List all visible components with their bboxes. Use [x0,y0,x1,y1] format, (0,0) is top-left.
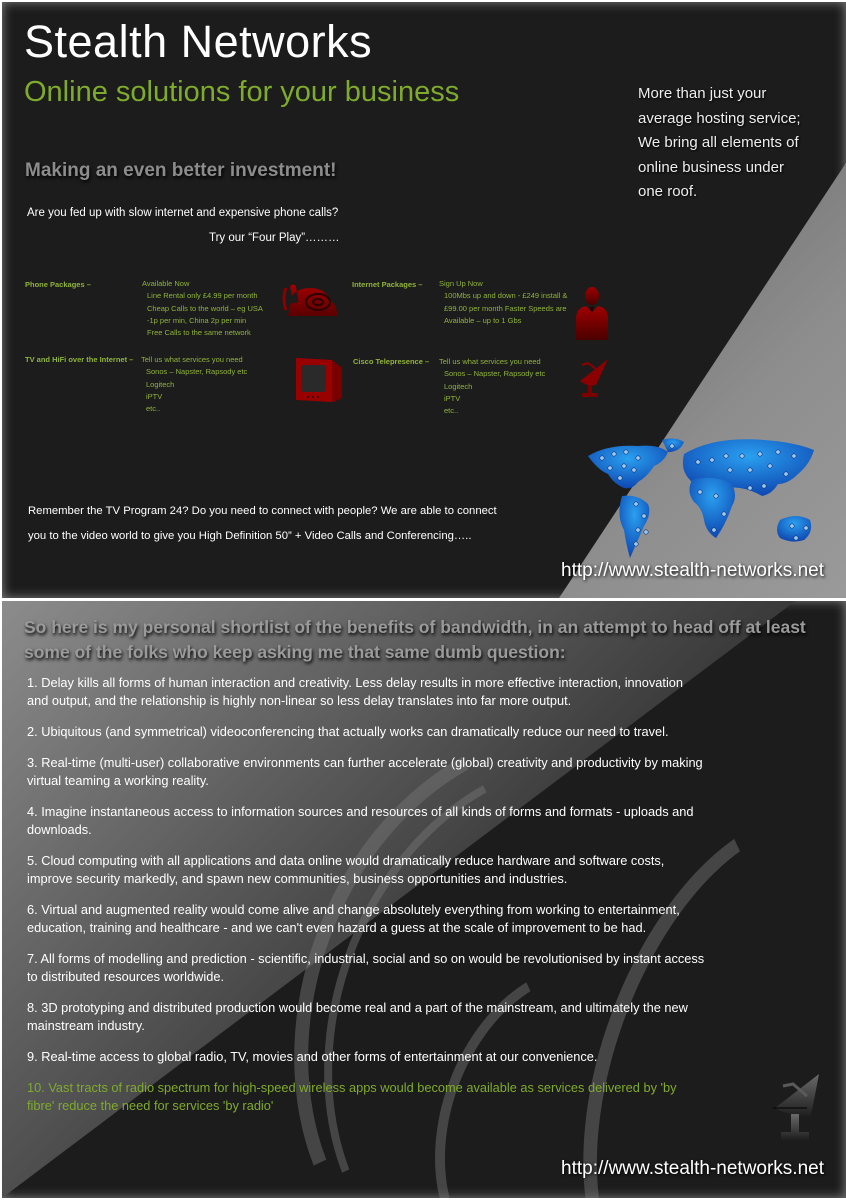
video-conferencing-paragraph [28,499,497,549]
package-details-phone [142,278,263,339]
benefits-list [27,674,707,1128]
section-headline: Making an even better investment! [25,160,337,181]
television-icon [292,354,344,404]
package-status: Tell us what services you need [141,355,243,364]
package-status: Tell us what services you need [439,357,541,366]
package-label-internet: Internet Packages – [352,280,423,289]
benefits-headline: So here is my personal shortlist of the benefits of bandwidth, in an attempt to head off at least some of the folks who keep asking me that same dumb question: [24,617,806,662]
benefit-item: 5. Cloud computing with all applications and data online would dramatically reduce hardware and software costs, improve security markedly, and spawn new communities, business opportunities and industries. [27,853,665,886]
person-icon [574,286,610,340]
company-subtitle: Online solutions for your business [24,76,460,108]
telephone-icon [280,282,344,320]
package-line: etc.. [444,406,459,416]
package-label-phone: Phone Packages – [25,280,91,289]
satellite-dish-icon [574,359,610,399]
satellite-dish-icon [757,1068,837,1148]
intro-text: Are you fed up with slow internet and expensive phone calls? [27,207,339,219]
benefit-item: 7. All forms of modelling and prediction - scientific, industrial, social and so on would be revolutionised by instant access to distributed resources worldwide. [27,951,705,984]
package-details-internet [439,278,568,327]
package-line: Free Calls to the same network [147,328,251,338]
world-map-image [580,434,824,562]
package-details-cisco [439,356,546,417]
benefit-item: 4. Imagine instantaneous access to information sources and resources of all kinds of forms and formats - uploads and downloads. [27,804,694,837]
benefit-item: 1. Delay kills all forms of human interaction and creativity. Less delay results in more effective interaction, innovation and output, and the relationship is highly non-linear so less delay translates into far more output. [27,675,684,708]
package-status: Sign Up Now [439,279,483,288]
tagline [638,82,828,205]
package-details-tv [141,354,248,415]
package-line: -1p per min, China 2p per min [147,315,247,325]
package-label-cisco: Cisco Telepresence – [353,357,430,366]
benefit-item: 8. 3D prototyping and distributed production would become real and a part of the mainstream, and ultimately the new mainstream industry. [27,1000,688,1033]
paragraph-line: you to the video world to give you High Definition 50” + Video Calls and Conferencing….. [28,530,472,542]
package-line: Sonos – Napster, Rapsody etc [444,369,546,379]
package-label-tv: TV and HiFi over the Internet – [25,355,134,364]
benefit-item-highlighted: 10. Vast tracts of radio spectrum for high-speed wireless apps would become available as services delivered by 'by fibre' reduce the need for services 'by radio' [27,1080,677,1113]
company-title: Stealth Networks [24,16,373,67]
tagline-line: We bring all elements of [638,134,799,151]
benefit-item: 2. Ubiquitous (and symmetrical) videoconferencing that actually works can dramatically reduce our need to travel. [27,724,669,739]
flyer-bottom-panel [2,601,846,1198]
package-line: Cheap Calls to the world – eg USA [147,303,263,313]
website-link[interactable]: http://www.stealth-networks.net [561,1158,824,1179]
benefit-item: 9. Real-time access to global radio, TV, movies and other forms of entertainment at our convenience. [27,1049,598,1064]
package-line: Line Rental only £4.99 per month [147,291,258,301]
benefit-item: 6. Virtual and augmented reality would come alive and change absolutely everything from working to entertainment, education, training and healthcare - and we can't even hazard a guess at the scale of improvement to be had. [27,902,680,935]
package-line: £99.00 per month Faster Speeds are [444,303,567,313]
tagline-line: online business under [638,158,784,176]
tagline-line: average hosting service; [638,109,801,127]
paragraph-line: Remember the TV Program 24? Do you need to connect with people? We are able to connect [28,505,497,517]
package-line: etc.. [146,404,161,414]
package-line: Available – up to 1 Gbs [444,315,522,325]
package-line: 100Mbs up and down - £249 install & [444,291,568,301]
package-line: Sonos – Napster, Rapsody etc [146,367,248,377]
flyer-top-panel [2,2,846,598]
package-line: Logitech [444,381,473,391]
package-line: iPTV [146,391,163,401]
tagline-line: one roof. [638,183,698,200]
website-link[interactable]: http://www.stealth-networks.net [561,560,824,581]
tagline-line: More than just your [638,85,767,102]
four-play-text: Try our “Four Play”……… [209,232,340,244]
package-line: Logitech [146,379,175,389]
package-line: iPTV [444,393,461,403]
benefit-item: 3. Real-time (multi-user) collaborative environments can further accelerate (global) creativity and productivity by making virtual teaming a working reality. [27,755,703,788]
package-status: Available Now [142,279,190,288]
